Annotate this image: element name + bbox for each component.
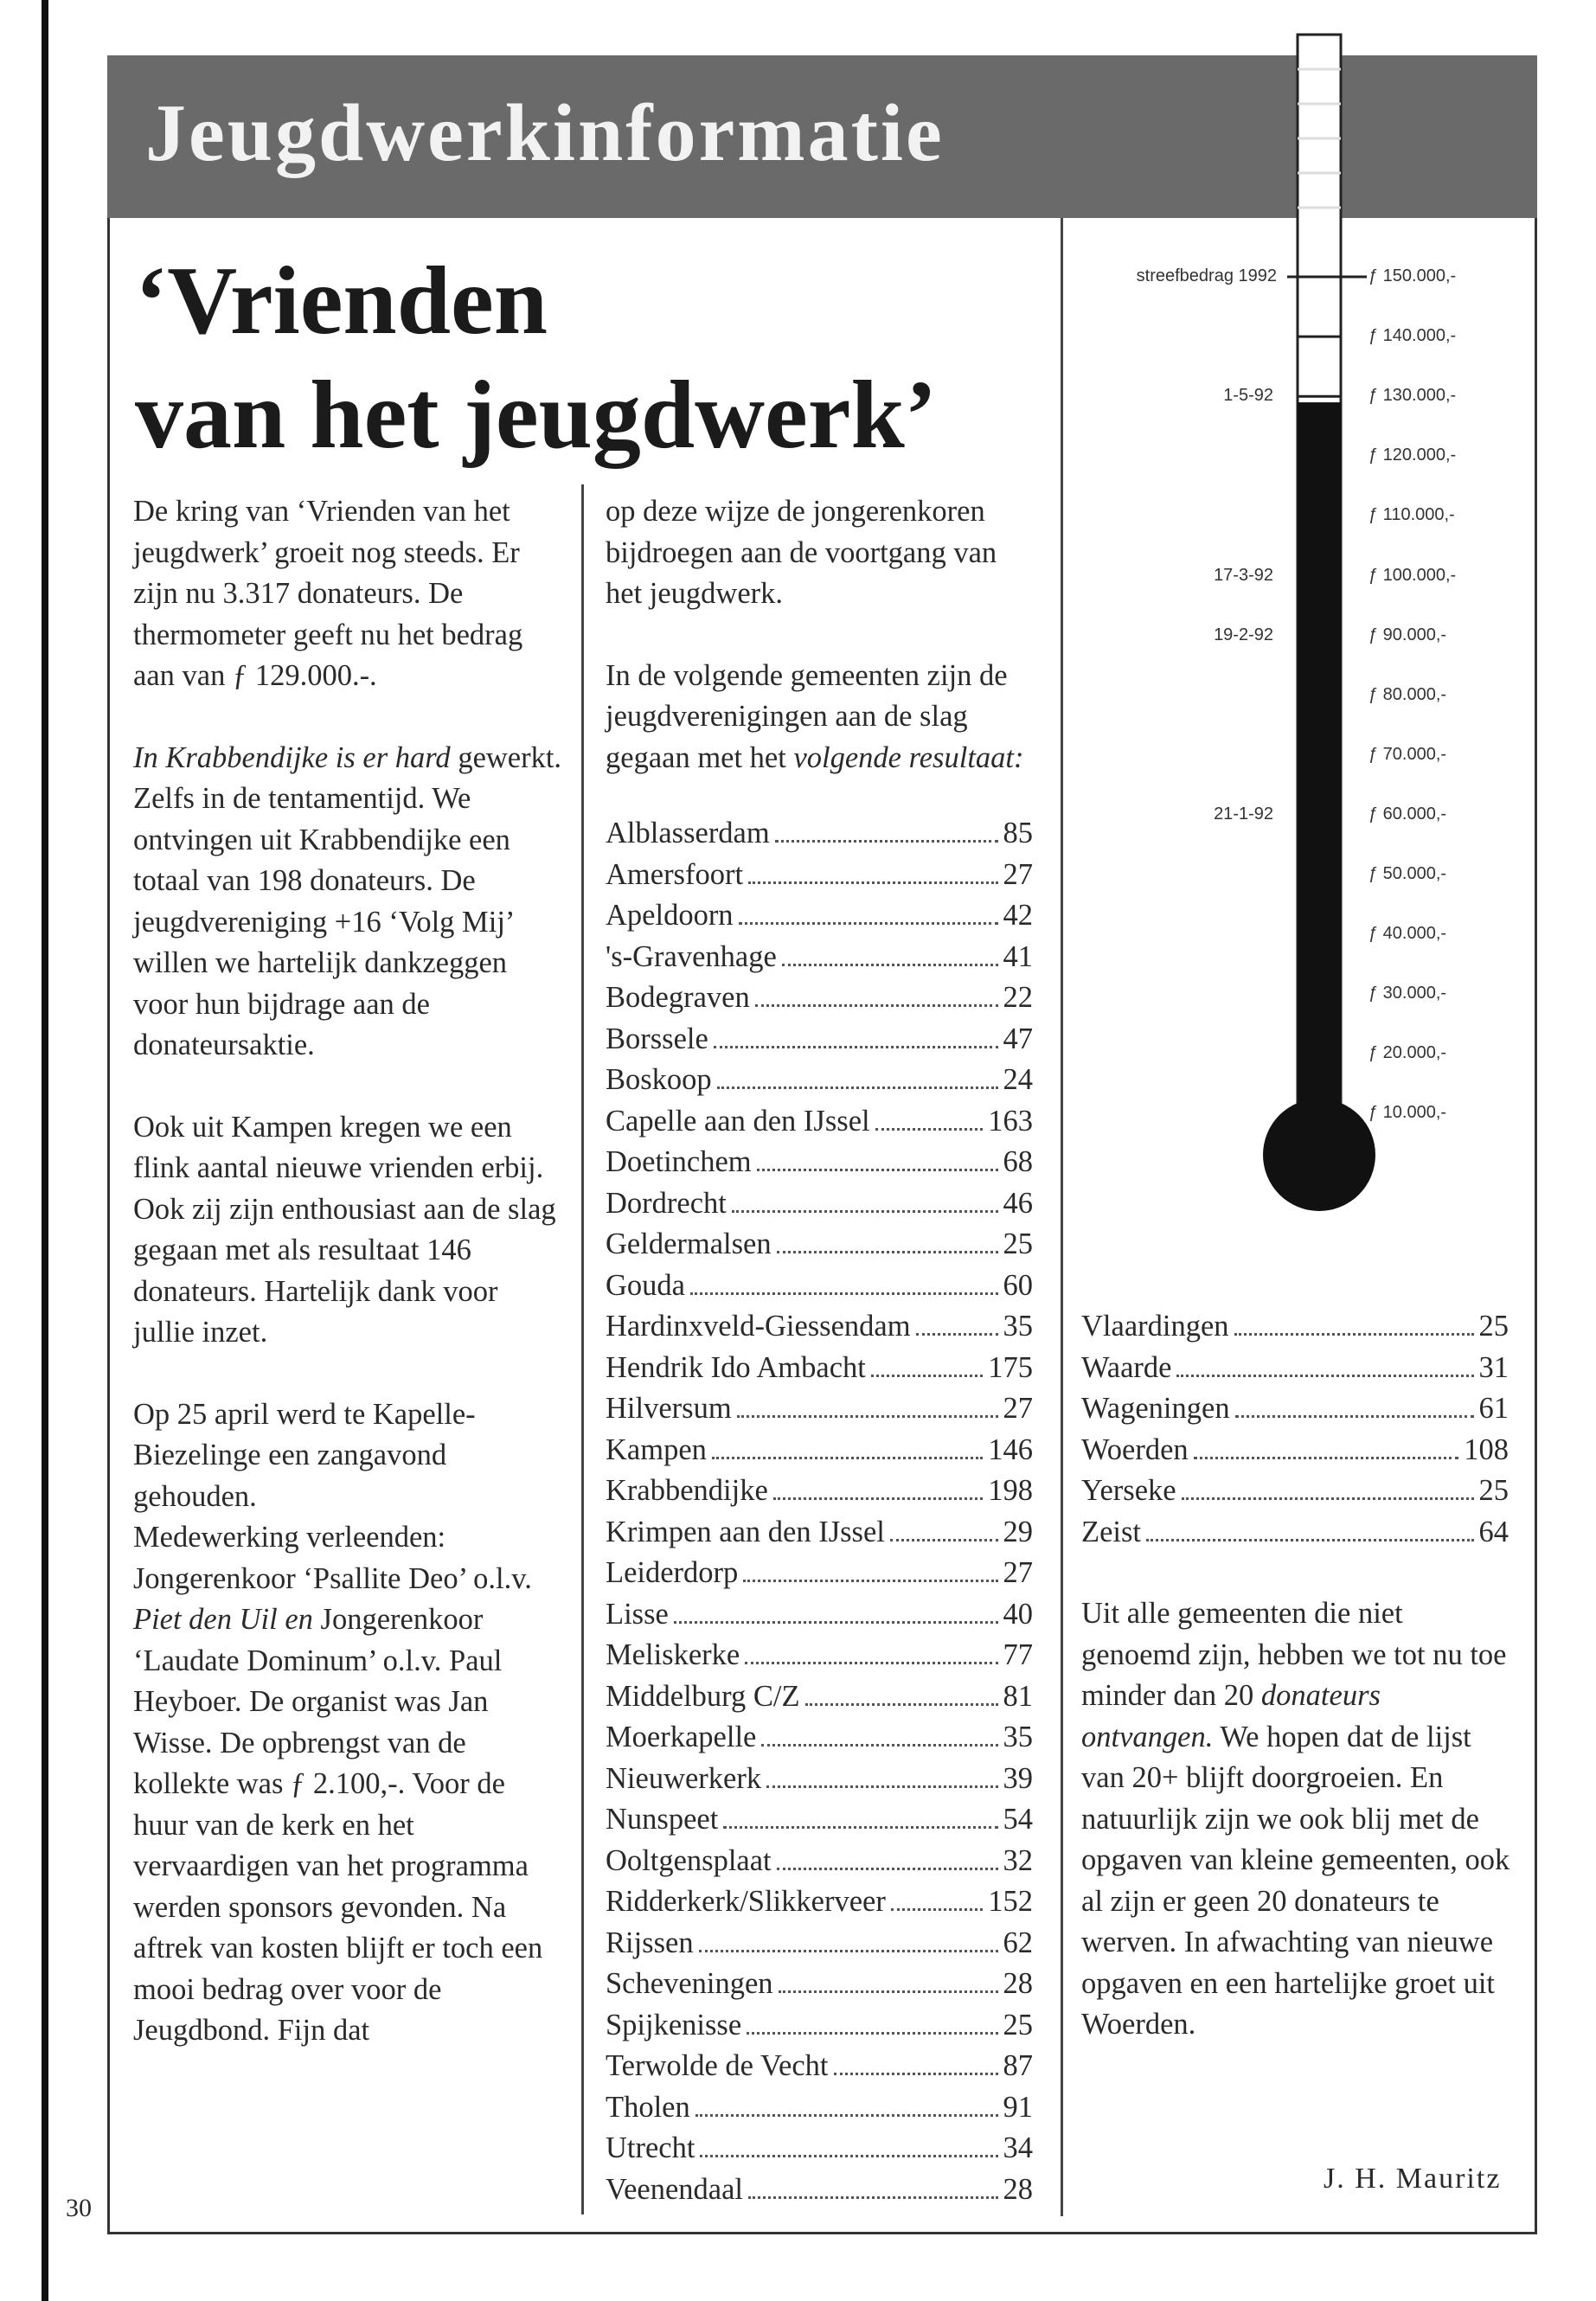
donor-count: 108 (1464, 1433, 1509, 1466)
donor-count: 41 (1003, 939, 1033, 973)
municipality-name: Waarde (1081, 1350, 1172, 1384)
municipality-name: 's-Gravenhage (606, 939, 777, 973)
municipality-name: Veenendaal (606, 2172, 743, 2206)
donor-count: 27 (1003, 1556, 1033, 1589)
municipality-name: Nunspeet (606, 1803, 719, 1836)
col1-paragraph-5-italic: Piet den Uil en (133, 1603, 313, 1636)
section-title: Jeugdwerkinformatie (145, 88, 945, 178)
scale-label: ƒ 90.000,- (1368, 625, 1447, 644)
donor-count: 62 (1003, 1926, 1033, 1959)
donor-count: 39 (1003, 1761, 1033, 1795)
col3-paragraph-pre: Uit alle gemeenten die niet genoemd zijn, hebben we tot nu toe minder dan 20 (1081, 1597, 1507, 1712)
donor-count: 198 (988, 1474, 1033, 1507)
donor-count: 87 (1003, 2049, 1033, 2082)
municipality-name: Zeist (1081, 1515, 1141, 1548)
donor-count: 27 (1003, 857, 1033, 891)
donor-count: 146 (988, 1433, 1033, 1466)
col1-paragraph-5-pre: Medewerking verleenden: Jongerenkoor ‘Psallite Deo’ o.l.v. (133, 1521, 532, 1595)
col1-paragraph-1: De kring van ‘Vrienden van het jeugdwerk’ groeit nog steeds. Er zijn nu 3.317 donateurs. De thermometer geeft nu het bedrag aan van ƒ 129.000.-. (133, 495, 523, 692)
donor-count: 32 (1003, 1843, 1033, 1877)
donor-count: 64 (1478, 1515, 1509, 1548)
municipality-name: Tholen (606, 2090, 690, 2124)
municipality-name: Ridderkerk/Slikkerveer (606, 1885, 886, 1918)
thermometer-mercury (1298, 402, 1341, 1125)
municipality-name: Dordrecht (606, 1186, 727, 1220)
municipality-name: Gouda (606, 1268, 685, 1302)
donor-count: 35 (1003, 1310, 1033, 1343)
municipality-name: Geldermalsen (606, 1227, 772, 1260)
scale-label: ƒ 130.000,- (1368, 386, 1457, 406)
scale-label: ƒ 110.000,- (1368, 505, 1455, 525)
col1-paragraph-4: Op 25 april werd te Kapelle-Biezelinge een zangavond gehouden. (133, 1397, 476, 1513)
donor-count: 24 (1003, 1063, 1033, 1096)
municipality-name: Amersfoort (606, 857, 744, 891)
scale-label: ƒ 150.000,- (1368, 266, 1457, 285)
donor-count: 35 (1003, 1721, 1033, 1753)
municipality-name: Rijssen (606, 1926, 694, 1959)
donor-count: 27 (1003, 1392, 1033, 1425)
municipality-name: Leiderdorp (606, 1556, 739, 1589)
municipality-name: Apeldoorn (606, 899, 734, 932)
municipality-name: Doetinchem (606, 1145, 752, 1178)
donor-count: 29 (1003, 1515, 1033, 1548)
donor-count: 42 (1003, 899, 1033, 932)
date-mark-label: 21-1-92 (1214, 804, 1273, 824)
signature: J. H. Mauritz (1324, 2163, 1502, 2195)
donor-count: 85 (1003, 817, 1033, 849)
donor-count: 77 (1003, 1638, 1033, 1671)
scale-label: ƒ 100.000,- (1368, 565, 1457, 585)
donor-count: 175 (988, 1350, 1033, 1384)
municipality-name: Middelburg C/Z (606, 1679, 800, 1713)
municipality-name: Hilversum (606, 1392, 732, 1425)
col2-paragraph-2-text: In de volgende gemeenten zijn de jeugdverenigingen aan de slag gegaan met het (606, 658, 1008, 774)
municipality-name: Woerden (1081, 1433, 1189, 1466)
date-mark-label: 1-5-92 (1223, 386, 1273, 406)
municipality-name: Moerkapelle (606, 1721, 757, 1753)
headline-line-1: ‘Vrienden (135, 247, 548, 355)
date-mark-label: 19-2-92 (1214, 625, 1273, 644)
donor-count: 60 (1003, 1268, 1033, 1302)
date-mark-label: 17-3-92 (1214, 565, 1273, 585)
donor-count: 54 (1003, 1803, 1033, 1836)
scale-label: ƒ 40.000,- (1368, 924, 1447, 944)
col1-paragraph-2-italic: In Krabbendijke is er hard (133, 740, 451, 774)
donor-count: 28 (1003, 1967, 1033, 2000)
scale-label: ƒ 80.000,- (1368, 684, 1447, 704)
target-label: streefbedrag 1992 (1136, 266, 1277, 285)
donor-count: 31 (1478, 1350, 1509, 1384)
donor-count: 25 (1003, 2008, 1033, 2041)
municipality-name: Ooltgensplaat (606, 1843, 772, 1877)
donor-count: 68 (1003, 1145, 1033, 1178)
col2-paragraph-2-italic: volgende resultaat: (793, 740, 1024, 774)
municipality-name: Alblasserdam (606, 817, 770, 849)
municipality-name: Spijkenisse (606, 2008, 742, 2041)
municipality-name: Krimpen aan den IJssel (606, 1515, 885, 1548)
col3-paragraph-post: We hopen dat de lijst van 20+ blijft doorgroeien. En natuurlijk zijn we ook blij met de opgaven van kleine gemeenten, ook al zijn er geen 20 donateurs te werven. In afwachting van nieuwe opgaven en een hartelijke groet uit Woerden. (1081, 1720, 1510, 2041)
municipality-name: Kampen (606, 1433, 707, 1466)
donor-count: 91 (1003, 2090, 1033, 2124)
municipality-name: Utrecht (606, 2131, 695, 2164)
scale-label: ƒ 20.000,- (1368, 1043, 1447, 1063)
col2-paragraph-1: op deze wijze de jongerenkoren bijdroegen aan de voortgang van het jeugdwerk. (606, 495, 997, 610)
scale-label: ƒ 140.000,- (1368, 326, 1457, 346)
donor-count: 152 (988, 1885, 1033, 1918)
scale-label: ƒ 30.000,- (1368, 984, 1447, 1003)
municipality-name: Vlaardingen (1081, 1310, 1229, 1343)
donor-count: 81 (1003, 1679, 1033, 1713)
donor-count: 22 (1003, 981, 1033, 1014)
col1-paragraph-3: Ook uit Kampen kregen we een flink aantal nieuwe vrienden erbij. Ook zij zijn enthousiast aan de slag gegaan met als resultaat 146 donateurs. Hartelijk dank voor jullie inzet. (133, 1110, 556, 1349)
municipality-name: Boskoop (606, 1063, 712, 1096)
col1-paragraph-5-post: Jongerenkoor ‘Laudate Dominum’ o.l.v. Paul Heyboer. De organist was Jan Wisse. De opbrengst van de kollekte was ƒ 2.100,-. Voor de huur van de kerk en het vervaardigen van het programma werden sponsors gevonden. Na aftrek van kosten blijft er toch een mooi bedrag over voor de Jeugdbond. Fijn dat (133, 1603, 543, 2047)
municipality-name: Nieuwerkerk (606, 1761, 762, 1795)
municipality-name: Hardinxveld-Giessendam (606, 1310, 911, 1343)
thermometer-bulb (1263, 1099, 1375, 1211)
municipality-name: Yerseke (1081, 1474, 1176, 1507)
municipality-name: Scheveningen (606, 1967, 773, 2000)
donor-count: 163 (988, 1104, 1033, 1138)
scale-label: ƒ 60.000,- (1368, 804, 1447, 824)
municipality-name: Bodegraven (606, 981, 750, 1014)
donor-count: 28 (1003, 2172, 1033, 2206)
col3-paragraph-italic: donateurs ontvangen. (1081, 1679, 1381, 1753)
scale-label: ƒ 120.000,- (1368, 445, 1457, 465)
donor-count: 25 (1478, 1474, 1509, 1507)
page-number: 30 (66, 2194, 92, 2222)
scale-label: ƒ 10.000,- (1368, 1103, 1447, 1123)
donor-count: 47 (1003, 1022, 1033, 1055)
donor-count: 34 (1003, 2131, 1033, 2164)
donor-count: 25 (1003, 1227, 1033, 1260)
municipality-name: Capelle aan den IJssel (606, 1104, 870, 1138)
municipality-name: Meliskerke (606, 1638, 740, 1671)
headline-line-2: van het jeugdwerk’ (135, 362, 938, 469)
donor-count: 46 (1003, 1186, 1033, 1220)
municipality-name: Terwolde de Vecht (606, 2049, 829, 2082)
municipality-name: Lisse (606, 1597, 669, 1631)
municipality-name: Krabbendijke (606, 1474, 768, 1507)
municipality-name: Hendrik Ido Ambacht (606, 1350, 866, 1384)
scale-label: ƒ 70.000,- (1368, 744, 1447, 764)
scale-label: ƒ 50.000,- (1368, 864, 1447, 883)
donor-count: 40 (1003, 1597, 1033, 1631)
donor-count: 61 (1478, 1392, 1509, 1425)
donor-count: 25 (1478, 1310, 1509, 1343)
municipality-name: Wageningen (1081, 1392, 1230, 1425)
col1-paragraph-2-text: gewerkt. Zelfs in de tentamentijd. We ontvingen uit Krabbendijke een totaal van 198 donateurs. De jeugdvereniging +16 ‘Volg Mij’ willen we hartelijk dankzeggen voor hun bijdrage aan de donateursaktie. (133, 740, 562, 1061)
municipality-name: Borssele (606, 1022, 708, 1055)
